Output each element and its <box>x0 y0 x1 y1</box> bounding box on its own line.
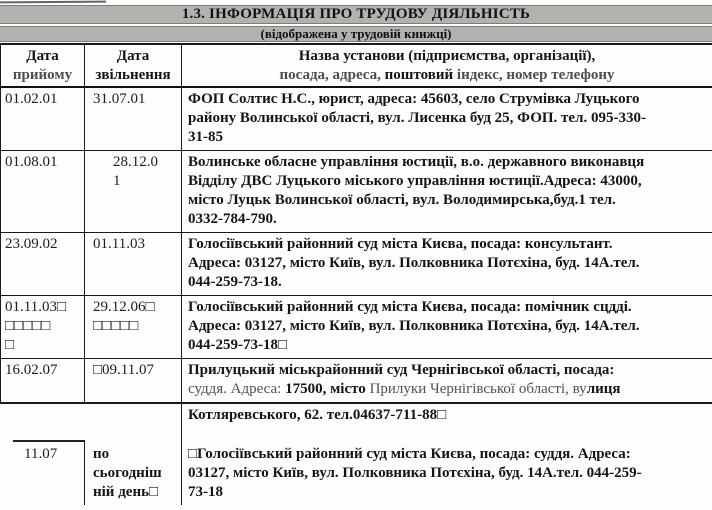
table-text-line <box>188 464 708 483</box>
text-segment: ФОП Солтис Н.С., юрист, адреса: 45603, село Струмівка Луцького <box>188 91 640 107</box>
text-segment: Голосіївський районний суд міста Києва, посада: помічник сцдді. <box>188 299 632 315</box>
table-cell-date-released <box>85 45 182 88</box>
section-title-band <box>0 5 712 24</box>
text-segment: Прилуки Чернігівської області, ву <box>369 381 587 397</box>
text-segment: 0332-784-790. <box>188 211 277 227</box>
text-segment: індекс, номер телефону <box>453 67 615 83</box>
table-text-line <box>87 66 179 85</box>
text-segment: 28.12.0 <box>113 154 158 170</box>
table-cell-date-hired <box>0 233 85 296</box>
text-segment: 01.02.01 <box>5 91 58 107</box>
table-cell-date-released <box>85 233 182 296</box>
table-text-line <box>93 235 177 254</box>
table-text-line <box>87 47 179 66</box>
text-segment: ній день□ <box>93 484 159 500</box>
table-text-line <box>93 298 177 317</box>
text-segment: 01.08.01 <box>5 154 58 170</box>
table-cell-date-released <box>85 440 182 505</box>
table-text-line <box>188 109 708 128</box>
table-text-line <box>3 66 82 85</box>
text-segment: 03127, місто Київ, вул. Полковника Потєхіна, буд. 14А.тел. 044-259- <box>188 465 642 481</box>
table-text-line <box>188 361 708 380</box>
table-cell-date-released <box>85 88 182 151</box>
table-cell-institution <box>182 440 712 505</box>
text-segment: посада, адреса, <box>279 67 385 83</box>
table-text-line <box>188 380 708 399</box>
text-segment: 044-259-73-18□ <box>188 337 288 353</box>
text-segment: 23.09.02 <box>5 236 58 252</box>
text-segment: по <box>93 446 110 462</box>
text-segment: 044-259-73-18. <box>188 274 282 290</box>
table-text-line <box>93 445 177 464</box>
table-text-line <box>188 254 708 273</box>
table-cell-date-released <box>85 151 182 233</box>
table-cell-institution <box>182 296 712 359</box>
table-cell-date-released <box>85 296 182 359</box>
table-text-line <box>113 172 177 191</box>
table-text-line <box>5 317 80 336</box>
table-text-line <box>184 47 710 66</box>
text-segment: 16.02.07 <box>5 362 58 378</box>
text-segment: 17500, місто <box>285 381 370 397</box>
table-text-line <box>188 483 708 502</box>
table-text-line <box>188 298 708 317</box>
table-cell-institution <box>182 88 712 151</box>
text-segment: лиця <box>586 381 621 397</box>
table-text-line <box>5 153 80 172</box>
text-segment: сьогодніш <box>93 465 162 481</box>
employment-history-table <box>0 43 712 505</box>
text-segment: 31-85 <box>188 129 223 145</box>
table-text-line <box>188 191 708 210</box>
table-text-line <box>93 464 177 483</box>
table-cell-date-released <box>85 359 182 404</box>
text-segment: району Волинської області, вул. Лисенка буд 25, ФОП. тел. 095-330- <box>188 110 646 126</box>
text-segment: □□□□□ <box>93 318 139 334</box>
table-text-line <box>188 406 708 425</box>
text-segment: 1 <box>113 173 121 189</box>
table-text-line <box>184 66 710 85</box>
table-cell-date-hired <box>0 88 85 151</box>
text-segment: поштовий <box>384 67 454 83</box>
table-cell-institution <box>182 404 712 440</box>
section-subtitle: (відображена у трудовій книжці) <box>260 26 452 41</box>
text-segment: прийому <box>12 67 73 83</box>
text-segment: Котляревського, 62. тел.04637-711-88□ <box>188 407 447 423</box>
table-text-line <box>188 445 708 464</box>
table-cell-institution <box>182 359 712 404</box>
text-segment: Адреса: 03127, місто Київ, вул. Полковника Потєхіна, буд. 14А.тел. <box>188 255 640 271</box>
table-text-line <box>188 317 708 336</box>
table-text-line <box>113 153 177 172</box>
section-subtitle-band <box>0 26 712 42</box>
text-segment: Волинське обласне управління юстиції, в.о. державного виконавця <box>188 154 645 170</box>
table-cell-institution <box>182 233 712 296</box>
table-text-line <box>5 361 80 380</box>
text-segment: звільнення <box>95 67 171 83</box>
table-cell-date-hired <box>0 296 85 359</box>
table-text-line <box>188 172 708 191</box>
table-text-line <box>5 90 80 109</box>
text-segment: суддя. Адреса: <box>188 381 286 397</box>
text-segment: Дата <box>26 48 59 64</box>
table-cell-institution <box>182 45 712 88</box>
table-text-line <box>93 483 177 502</box>
table-text-line <box>5 336 80 355</box>
text-segment: 29.12.06□ <box>93 299 155 315</box>
text-segment: □ <box>5 337 15 353</box>
table-text-line <box>5 235 80 254</box>
table-text-line <box>5 298 80 317</box>
table-text-line <box>188 235 708 254</box>
table-text-line <box>24 445 80 464</box>
text-segment: □09.11.07 <box>93 362 155 378</box>
text-segment: 73-18 <box>188 484 223 500</box>
table-text-line <box>93 361 177 380</box>
table-text-line <box>188 128 708 147</box>
table-cell-dates-merged <box>0 404 182 440</box>
text-segment: Голосіївський районний суд міста Києва, посада: консультант. <box>188 236 613 252</box>
table-cell-date-hired <box>0 440 85 505</box>
text-segment: Назва установи (підприємства, організації), <box>298 48 596 64</box>
text-segment: Прилуцький міськрайонний суд Чернігівської області, посада: <box>188 362 615 378</box>
text-segment: Адреса: 03127, місто Київ, вул. Полковника Потєхіна, буд. 14А.тел. <box>188 318 640 334</box>
table-cell-date-hired <box>0 151 85 233</box>
table-text-line <box>188 153 708 172</box>
text-segment: місто Луцьк Волинської області, вул. Володимирська,буд.1 тел. <box>188 192 616 208</box>
table-text-line <box>3 47 82 66</box>
text-segment: 11.07 <box>24 446 58 462</box>
table-text-line <box>188 336 708 355</box>
text-segment: 01.11.03 <box>93 236 145 252</box>
text-segment: □Голосіївський районний суд міста Києва, посада: суддя. Адреса: <box>188 446 631 462</box>
table-cell-date-hired <box>0 45 85 88</box>
table-text-line <box>93 90 177 109</box>
text-segment: Відділу ДВС Луцького міського управління юстиції.Адреса: 43000, <box>188 173 642 189</box>
section-title: 1.3. ІНФОРМАЦІЯ ПРО ТРУДОВУ ДІЯЛЬНІСТЬ <box>181 6 531 22</box>
text-segment: 31.07.01 <box>93 91 146 107</box>
table-text-line <box>188 273 708 292</box>
text-segment: □□□□□ <box>5 318 51 334</box>
text-segment: Дата <box>116 48 150 64</box>
table-text-line <box>188 90 708 109</box>
table-text-line <box>93 317 177 336</box>
scan-artifact-line <box>0 1 106 4</box>
table-cell-date-hired <box>0 359 85 404</box>
table-cell-institution <box>182 151 712 233</box>
table-text-line <box>188 210 708 229</box>
text-segment: 01.11.03□ <box>5 299 67 315</box>
